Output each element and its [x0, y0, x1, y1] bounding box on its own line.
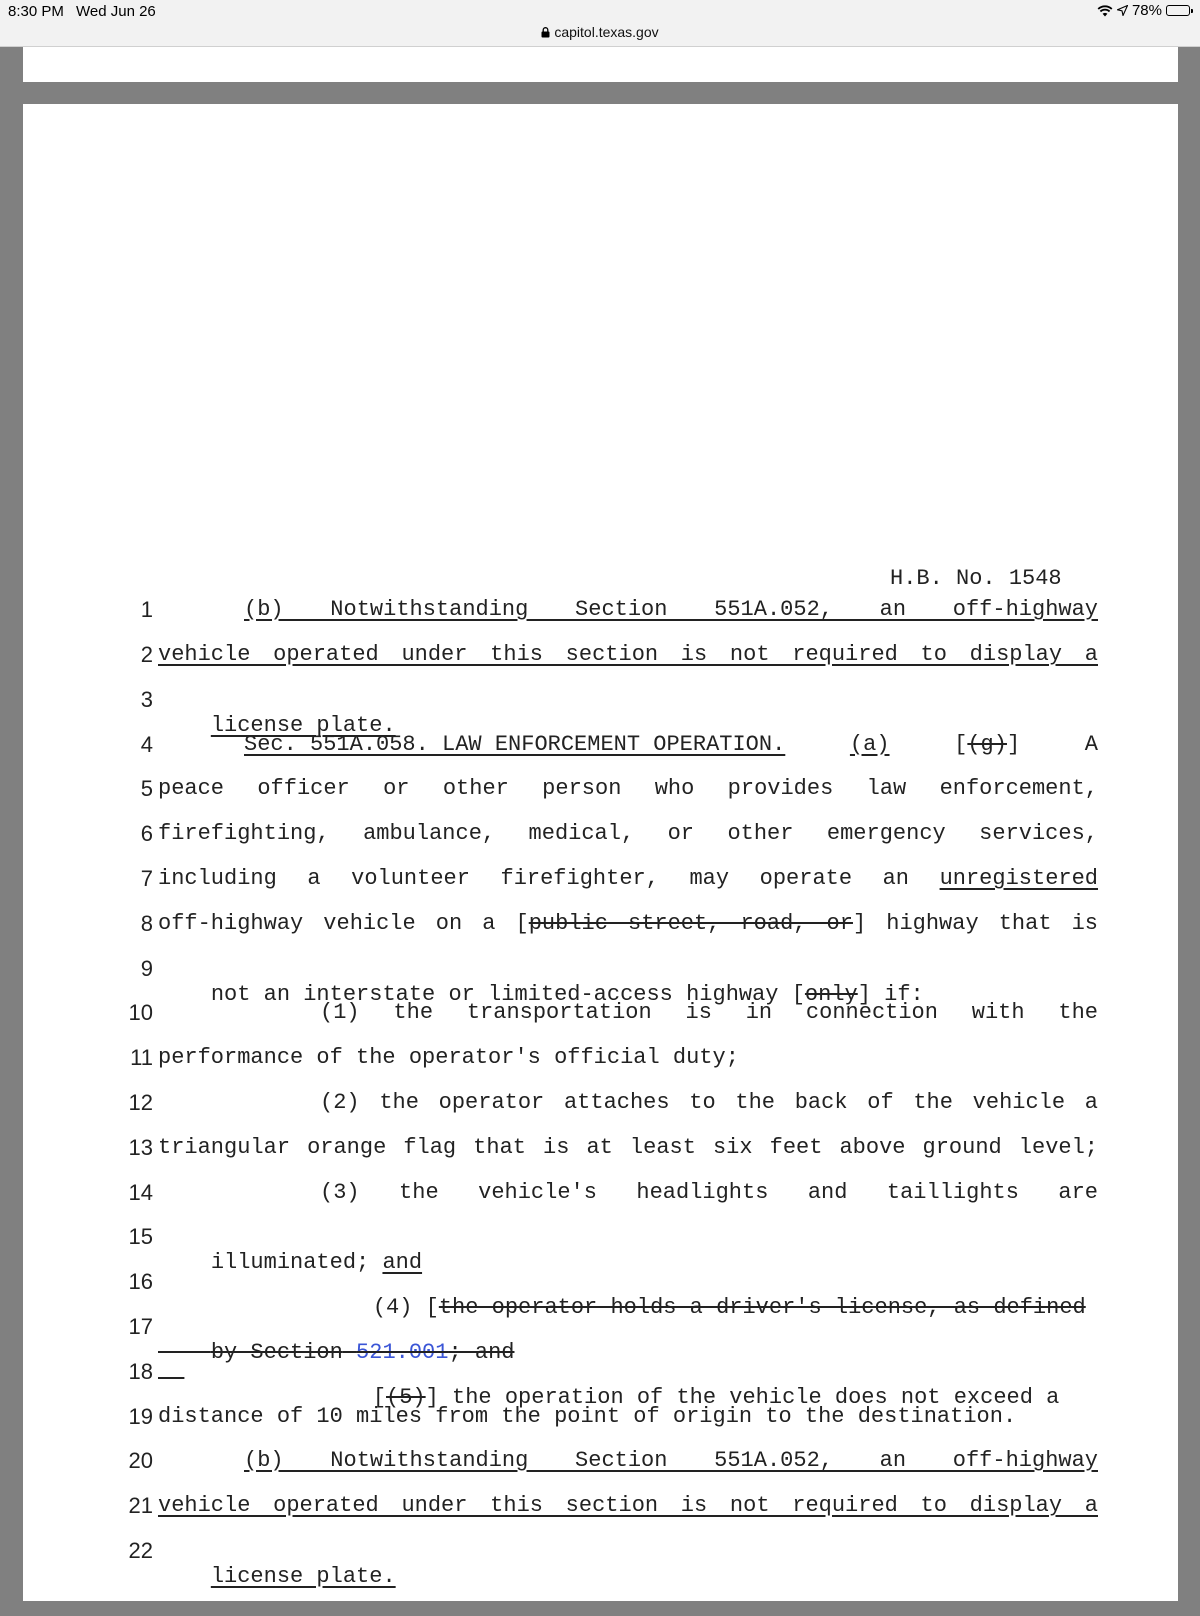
line-text: off-highway vehicle on a [: [158, 911, 529, 936]
line-number: 19: [128, 1404, 153, 1429]
deleted-text: ; and: [448, 1340, 515, 1365]
lock-icon: [541, 27, 550, 38]
added-text: (b) Notwithstanding Section 551A.052, an off-highway: [244, 1448, 1098, 1473]
open-bracket: [: [372, 1385, 387, 1410]
added-text: unregistered: [939, 866, 1099, 891]
line-number: 5: [140, 776, 153, 801]
url-text: capitol.texas.gov: [554, 24, 659, 40]
bill-number: H.B. No. 1548: [890, 566, 1062, 591]
added-text: vehicle operated under this section is not required to display a: [158, 1493, 1098, 1518]
close-bracket: ]: [1006, 732, 1021, 757]
previous-page: [23, 47, 1178, 82]
line-number: 12: [128, 1090, 153, 1115]
line-number: 8: [140, 911, 153, 936]
bill-line: [158, 911, 1098, 937]
bill-line: [244, 732, 1098, 758]
line-text: illuminated;: [210, 1250, 370, 1275]
line-number: 3: [140, 687, 153, 712]
line-text: not an interstate or limited-access highway [: [210, 982, 805, 1007]
status-bar: [0, 0, 1200, 24]
address-bar[interactable]: [0, 24, 1200, 47]
line-number: 2: [140, 642, 153, 667]
deleted-text: (g): [967, 732, 1007, 757]
status-time: 8:30 PM: [8, 3, 64, 20]
statute-link[interactable]: 521.001: [356, 1340, 449, 1365]
bill-line: (1) the transportation is in connection with the: [320, 1000, 1098, 1025]
bill-line: (2) the operator attaches to the back of the vehicle a: [320, 1090, 1098, 1115]
bill-line: firefighting, ambulance, medical, or other emergency services,: [158, 821, 1098, 846]
line-number: 16: [128, 1269, 153, 1294]
line-number: 6: [140, 821, 153, 846]
line-number: 4: [140, 732, 153, 757]
line-number: 17: [128, 1314, 153, 1339]
line-text: including a volunteer firefighter, may operate an: [158, 866, 910, 891]
line-text: ] highway that is: [852, 911, 1098, 936]
bill-line: peace officer or other person who provides law enforcement,: [158, 776, 1098, 801]
bill-line: [158, 1493, 1098, 1519]
bill-line: [158, 866, 1098, 892]
deleted-text: public street, road, or: [528, 911, 853, 936]
battery-icon: [1166, 5, 1190, 16]
line-text: (4) [: [372, 1295, 439, 1320]
line-number: 13: [128, 1135, 153, 1160]
line-number: 21: [128, 1493, 153, 1518]
bill-line: [244, 1448, 1098, 1474]
status-indicators: [1097, 2, 1190, 19]
added-text: and: [382, 1250, 423, 1275]
line-number: 7: [140, 866, 153, 891]
bill-line: triangular orange flag that is at least six feet above ground level;: [158, 1135, 1098, 1160]
bill-line: [158, 1538, 396, 1616]
open-bracket: [: [954, 732, 968, 757]
status-date: Wed Jun 26: [76, 3, 156, 20]
bill-line: performance of the operator's official duty;: [158, 1045, 739, 1070]
bill-line: [244, 597, 1098, 623]
bill-line: distance of 10 miles from the point of origin to the destination.: [158, 1404, 1017, 1429]
wifi-icon: [1097, 5, 1113, 17]
bill-line: (3) the vehicle's headlights and taillights are: [320, 1180, 1098, 1205]
line-number: 18: [128, 1359, 153, 1384]
line-number: 1: [140, 597, 153, 622]
line-number: 11: [130, 1045, 153, 1070]
line-text: ] the operation of the vehicle does not exceed a: [425, 1385, 1060, 1410]
bill-line: [158, 642, 1098, 668]
subsection-label: (a): [849, 732, 890, 757]
deleted-text: (5): [386, 1385, 426, 1410]
line-number: 14: [128, 1180, 153, 1205]
line-number: 10: [128, 1000, 153, 1025]
deleted-text: only: [804, 982, 858, 1007]
deleted-text: by Section: [210, 1340, 343, 1365]
line-number: 15: [128, 1224, 153, 1249]
document-page: [23, 104, 1178, 1601]
added-text: license plate.: [210, 1564, 396, 1589]
location-icon: [1117, 5, 1128, 16]
section-heading: Sec. 551A.058. LAW ENFORCEMENT OPERATION.: [244, 732, 786, 757]
battery-percent: 78%: [1131, 2, 1162, 19]
added-text: license plate.: [210, 713, 396, 738]
added-text: (b) Notwithstanding Section 551A.052, an off-highway: [244, 597, 1098, 622]
line-number: 22: [128, 1538, 153, 1563]
line-number: 9: [140, 956, 153, 981]
deleted-text: the operator holds a driver's license, as defined: [438, 1295, 1086, 1320]
added-text: vehicle operated under this section is not required to display a: [158, 642, 1098, 667]
line-text: ] if:: [857, 982, 924, 1007]
line-number: 20: [128, 1448, 153, 1473]
line-text: A: [1084, 732, 1098, 757]
bracket-group: [954, 732, 1020, 758]
